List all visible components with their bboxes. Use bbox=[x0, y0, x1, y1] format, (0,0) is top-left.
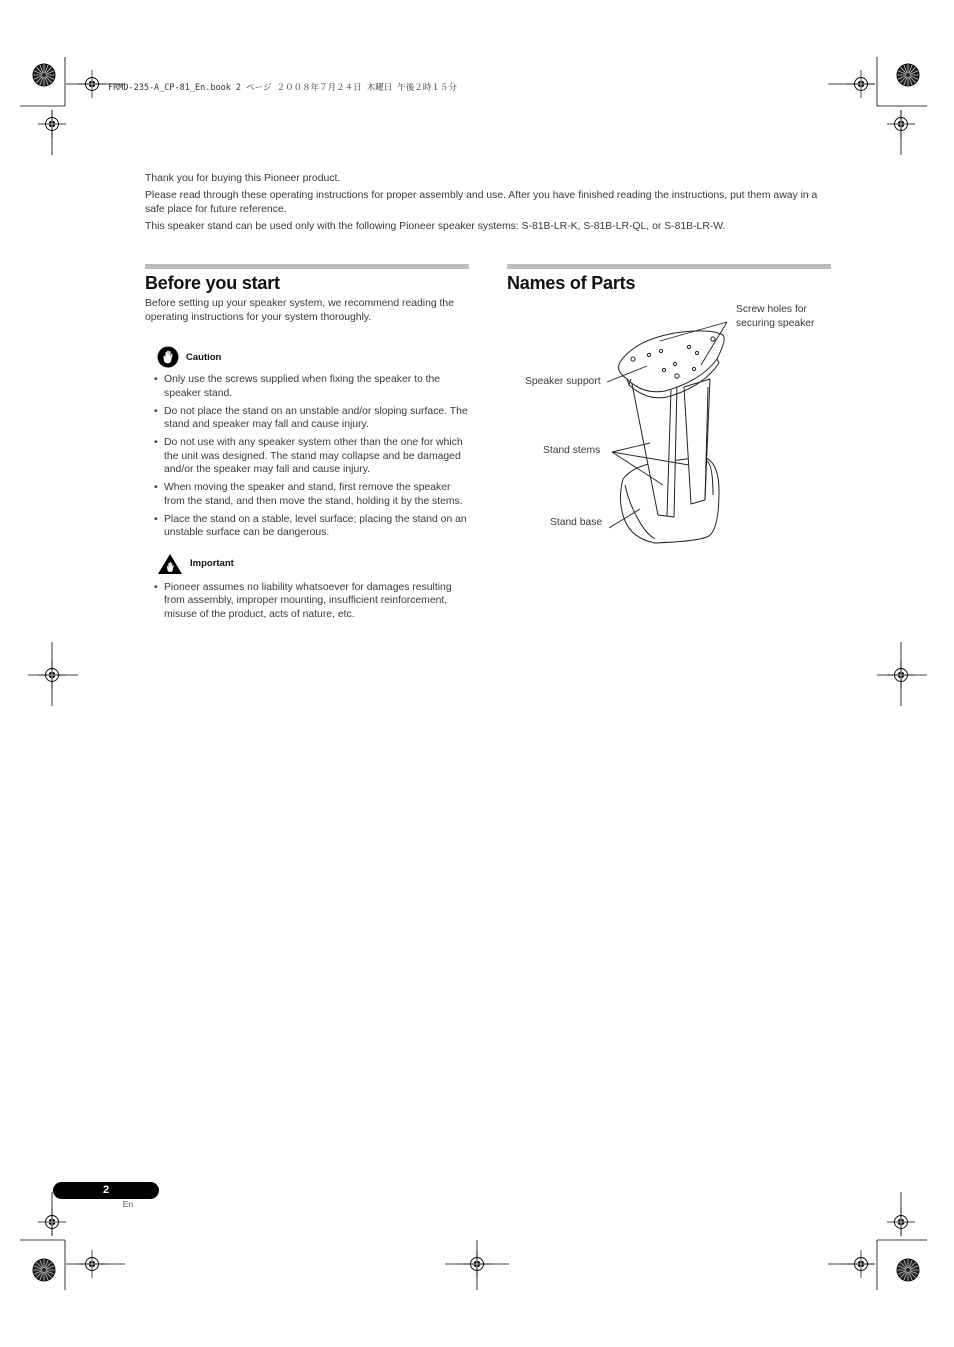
speaker-stand-diagram bbox=[505, 295, 835, 555]
screw-holes-label-line: Screw holes for bbox=[736, 304, 807, 315]
intro-section bbox=[145, 172, 835, 237]
before-you-start-section bbox=[145, 264, 469, 626]
list-item: • Do not use with any speaker system other than the one for which the unit was designed. The stand may collapse and be damaged and/or the speaker may fall and cause injury. bbox=[154, 436, 469, 477]
intro-paragraph: Please read through these operating instructions for proper assembly and use. After you have finished reading the instructions, put them away in a safe place for future reference. bbox=[145, 190, 818, 215]
important-list bbox=[145, 581, 469, 622]
important-warning-icon bbox=[157, 553, 183, 575]
list-item: • Place the stand on a stable, level surface; placing the stand on an unstable surface can be dangerous. bbox=[154, 513, 469, 540]
print-header: FRMD-235-A_CP-81_En.book 2 ページ ２００８年７月２４日 木曜日 午後２時１５分 bbox=[108, 83, 457, 93]
caution-hand-icon bbox=[157, 346, 179, 368]
section-heading: Names of Parts bbox=[507, 273, 636, 293]
caution-label: Caution bbox=[186, 351, 222, 363]
names-of-parts-section bbox=[507, 264, 831, 294]
section-rule bbox=[145, 264, 469, 269]
screw-holes-label-line: securing speaker bbox=[736, 317, 815, 329]
stand-stems-label: Stand stems bbox=[543, 445, 601, 456]
page-language: En bbox=[122, 1199, 134, 1209]
intro-paragraph: Thank you for buying this Pioneer product. bbox=[145, 173, 341, 184]
important-label: Important bbox=[190, 558, 234, 569]
caution-notice bbox=[157, 346, 469, 368]
list-item: • Pioneer assumes no liability whatsoever for damages resulting from assembly, improper mounting, insufficient reinforcement, misuse of the product, acts of nature, etc. bbox=[154, 581, 469, 622]
section-intro-text: Before setting up your speaker system, we recommend reading the operating instructions for your system thoroughly. bbox=[145, 298, 454, 323]
important-notice bbox=[157, 553, 469, 575]
section-rule bbox=[507, 264, 831, 269]
list-item: • Only use the screws supplied when fixing the speaker to the speaker stand. bbox=[154, 373, 469, 400]
caution-list bbox=[145, 373, 469, 540]
stand-base-label: Stand base bbox=[550, 517, 603, 528]
list-item: • When moving the speaker and stand, first remove the speaker from the stand, and then move the stand, holding it by the stems. bbox=[154, 481, 469, 508]
speaker-support-label: Speaker support bbox=[525, 376, 601, 387]
intro-paragraph: This speaker stand can be used only with the following Pioneer speaker systems: S-81B-LR-K, S-81B-LR-QL, or S-81B-LR-W. bbox=[145, 221, 726, 232]
screw-holes-label bbox=[736, 303, 814, 330]
page-number-tab: 2 bbox=[53, 1182, 159, 1199]
list-item: • Do not place the stand on an unstable and/or sloping surface. The stand and speaker may fall and cause injury. bbox=[154, 405, 469, 432]
section-heading: Before you start bbox=[145, 273, 280, 293]
